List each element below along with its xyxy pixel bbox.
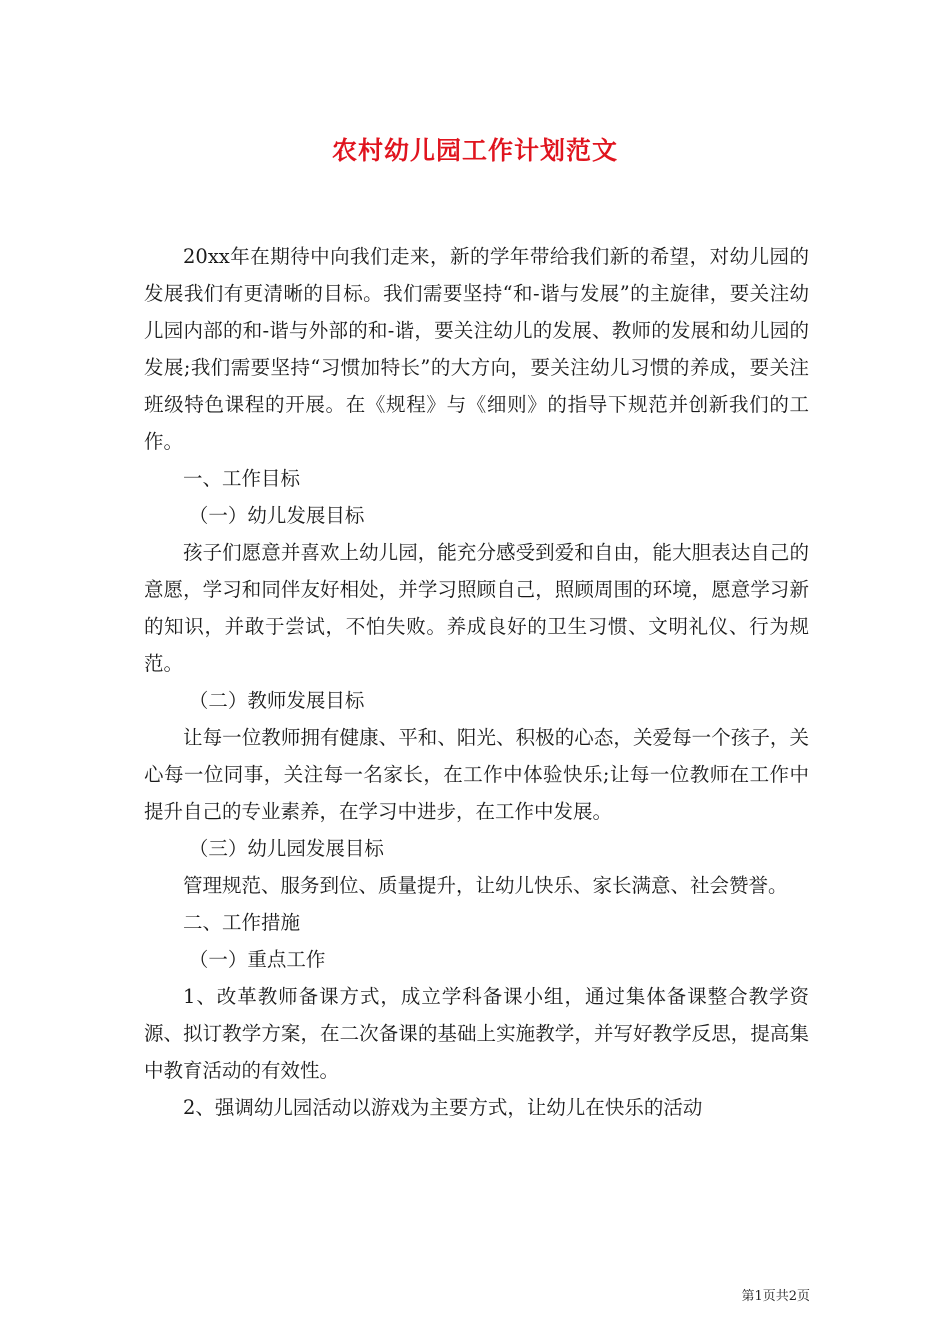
paragraph-kindergarten-goals: 管理规范、服务到位、质量提升，让幼儿快乐、家长满意、社会赞誉。 (183, 874, 788, 897)
subheading-kindergarten-goals: （三）幼儿园发展目标 (188, 837, 384, 860)
paragraph-child-goals: 孩子们愿意并喜欢上幼儿园，能充分感受到爱和自由，能大胆表达自己的意愿，学习和同伴友好相处，并学习照顾自己，照顾周围的环境，愿意学习新的知识，并敢于尝试，不怕失败。养成良好的卫生习惯、文明礼仪、行为规范。 (144, 541, 809, 675)
section-heading-measures: 二、工作措施 (183, 911, 301, 934)
paragraph-measure-2: 2、强调幼儿园活动以游戏为主要方式，让幼儿在快乐的活动 (183, 1096, 703, 1119)
intro-paragraph: 20xx年在期待中向我们走来，新的学年带给我们新的希望，对幼儿园的发展我们有更清晰的目标。我们需要坚持“和-谐与发展”的主旋律，要关注幼儿园内部的和-谐与外部的和-谐，要关注幼儿的发展、教师的发展和幼儿园的发展;我们需要坚持“习惯加特长”的大方向，要关注幼儿习惯的养成，要关注班级特色课程的开展。在《规程》与《细则》的指导下规范并创新我们的工作。 (144, 245, 809, 453)
paragraph-teacher-goals: 让每一位教师拥有健康、平和、阳光、积极的心态，关爱每一个孩子，关心每一位同事，关注每一名家长，在工作中体验快乐;让每一位教师在工作中提升自己的专业素养，在学习中进步，在工作中发展。 (144, 726, 809, 823)
page-number: 第1页共2页 (741, 1289, 810, 1304)
subheading-key-work: （一）重点工作 (188, 948, 326, 971)
document-body (144, 238, 809, 1126)
paragraph-measure-1: 1、改革教师备课方式，成立学科备课小组，通过集体备课整合教学资源、拟订教学方案，在二次备课的基础上实施教学，并写好教学反思，提高集中教育活动的有效性。 (144, 985, 809, 1082)
document-title: 农村幼儿园工作计划范文 (331, 136, 618, 165)
subheading-teacher-goals: （二）教师发展目标 (188, 689, 365, 712)
subheading-child-goals: （一）幼儿发展目标 (188, 504, 365, 527)
section-heading-goals: 一、工作目标 (183, 467, 301, 490)
